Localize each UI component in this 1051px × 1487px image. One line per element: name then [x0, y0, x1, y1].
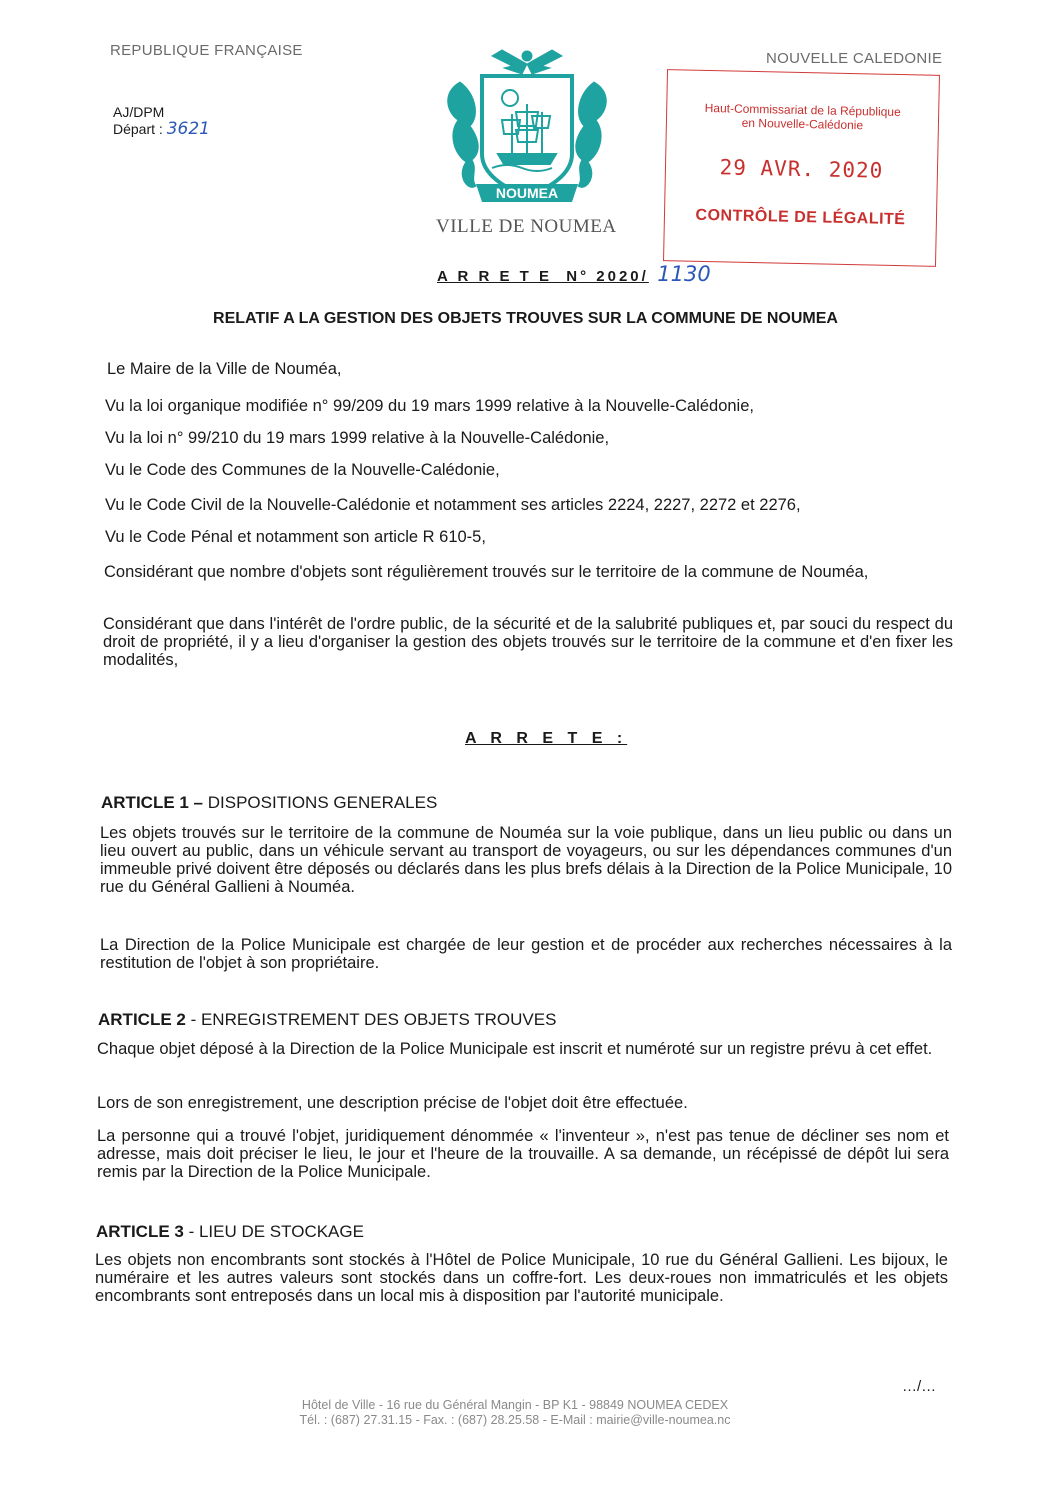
stamp-line-1: Haut-Commissariat de la République [704, 100, 901, 120]
article-2-paragraph-1: Chaque objet déposé à la Direction de la Police Municipale est inscrit et numéroté sur un registre prévu à cet effet. [97, 1040, 933, 1058]
preamble-considerant-2: Considérant que dans l'intérêt de l'ordre public, de la sécurité et de la salubrité publiques et, par souci du respect du droit de propriété, il y a lieu d'organiser la gestion des objets trouvés sur le territoire de la commune et d'en fixer les modalités, [103, 615, 953, 669]
depart-label: Départ : [113, 121, 163, 137]
preamble-vu-3: Vu le Code des Communes de la Nouvelle-Calédonie, [105, 461, 500, 479]
article-2-paragraph-3: La personne qui a trouvé l'objet, juridiquement dénommée « l'inventeur », n'est pas tenue de décliner ses nom et adresse, mais doit préciser le lieu, le jour et l'heure de la trouvaille. A sa demande, un récépissé de dépôt lui sera remis par la Direction de la Police Municipale. [97, 1127, 949, 1181]
preamble-mayor: Le Maire de la Ville de Nouméa, [107, 360, 342, 378]
article-2-paragraph-2: Lors de son enregistrement, une description précise de l'objet doit être effectuée. [97, 1094, 688, 1112]
preamble-vu-5: Vu le Code Pénal et notamment son article R 610-5, [105, 528, 486, 546]
article-2-title: - ENREGISTREMENT DES OBJETS TROUVES [185, 1010, 557, 1029]
article-2-number: ARTICLE 2 [98, 1010, 186, 1029]
logo-banner-text: NOUMEA [495, 185, 559, 201]
header-nouvelle-caledonie: NOUVELLE CALEDONIE [766, 50, 943, 67]
article-1-title: DISPOSITIONS GENERALES [203, 793, 438, 812]
article-1-paragraph-1: Les objets trouvés sur le territoire de la commune de Nouméa sur la voie publique, dans un lieu public ou dans un lieu ouvert au public, dans un véhicule servant au transport de voyageurs, ou sur les dépendances communes d'un immeuble privé doivent être déposés ou déclarés dans les plus brefs délais à la Direction de la Police Municipale, 10 rue du Général Gallieni à Nouméa. [100, 824, 952, 896]
depart-number: 3621 [166, 119, 210, 139]
continuation-mark: …/… [902, 1378, 937, 1395]
article-1-paragraph-2: La Direction de la Police Municipale est chargée de leur gestion et de procéder aux recherches nécessaires à la restitution de l'objet à son propriétaire. [100, 936, 952, 972]
article-3-number: ARTICLE 3 [96, 1222, 184, 1241]
decree-subject: RELATIF A LA GESTION DES OBJETS TROUVES SUR LA COMMUNE DE NOUMEA [213, 310, 838, 327]
preamble-considerant-1: Considérant que nombre d'objets sont régulièrement trouvés sur le territoire de la commune de Nouméa, [104, 563, 869, 581]
arrete-heading: A R R E T E : [465, 730, 628, 747]
stamp-control: CONTRÔLE DE LÉGALITÉ [695, 206, 906, 229]
city-coat-of-arms [432, 42, 622, 212]
legality-stamp [663, 69, 940, 267]
footer-address: Hôtel de Ville - 16 rue du Général Mangin - BP K1 - 98849 NOUMEA CEDEX [301, 1398, 729, 1412]
arrete-number-line [437, 262, 711, 286]
header-republique: REPUBLIQUE FRANÇAISE [110, 42, 303, 59]
ville-de-noumea: VILLE DE NOUMEA [436, 216, 617, 237]
footer-contact: Tél. : (687) 27.31.15 - Fax. : (687) 28.25.58 - E-Mail : mairie@ville-noumea.nc [299, 1413, 731, 1427]
article-3-paragraph-1: Les objets non encombrants sont stockés à l'Hôtel de Police Municipale, 10 rue du Général Gallieni. Les bijoux, le numéraire et les autres valeurs sont stockés dans un coffre-fort. Les deux-roues non immatriculés et les objets encombrants sont entreposés dans un local mis à disposition par l'autorité municipale. [95, 1251, 948, 1305]
article-1-number: ARTICLE 1 – [101, 793, 204, 812]
stamp-line-2: en Nouvelle-Calédonie [741, 115, 864, 133]
arrete-number-label: A R R E T E N° 2020/ [437, 268, 649, 285]
preamble-vu-4: Vu le Code Civil de la Nouvelle-Calédonie et notamment ses articles 2224, 2227, 2272 et 2276, [105, 496, 801, 514]
stamp-date: 29 AVR. 2020 [719, 155, 884, 183]
arrete-number-handwritten: 1130 [657, 262, 711, 286]
coat-of-arms-icon [432, 42, 622, 212]
article-2-heading [98, 1010, 556, 1030]
article-1-heading [101, 793, 437, 813]
preamble-vu-2: Vu la loi n° 99/210 du 19 mars 1999 relative à la Nouvelle-Calédonie, [105, 429, 610, 447]
article-3-heading [96, 1222, 364, 1242]
reference-code: AJ/DPM [113, 104, 165, 120]
preamble-vu-1: Vu la loi organique modifiée n° 99/209 du 19 mars 1999 relative à la Nouvelle-Calédonie, [105, 397, 754, 415]
article-3-title: - LIEU DE STOCKAGE [183, 1222, 364, 1241]
depart-line [113, 121, 210, 138]
